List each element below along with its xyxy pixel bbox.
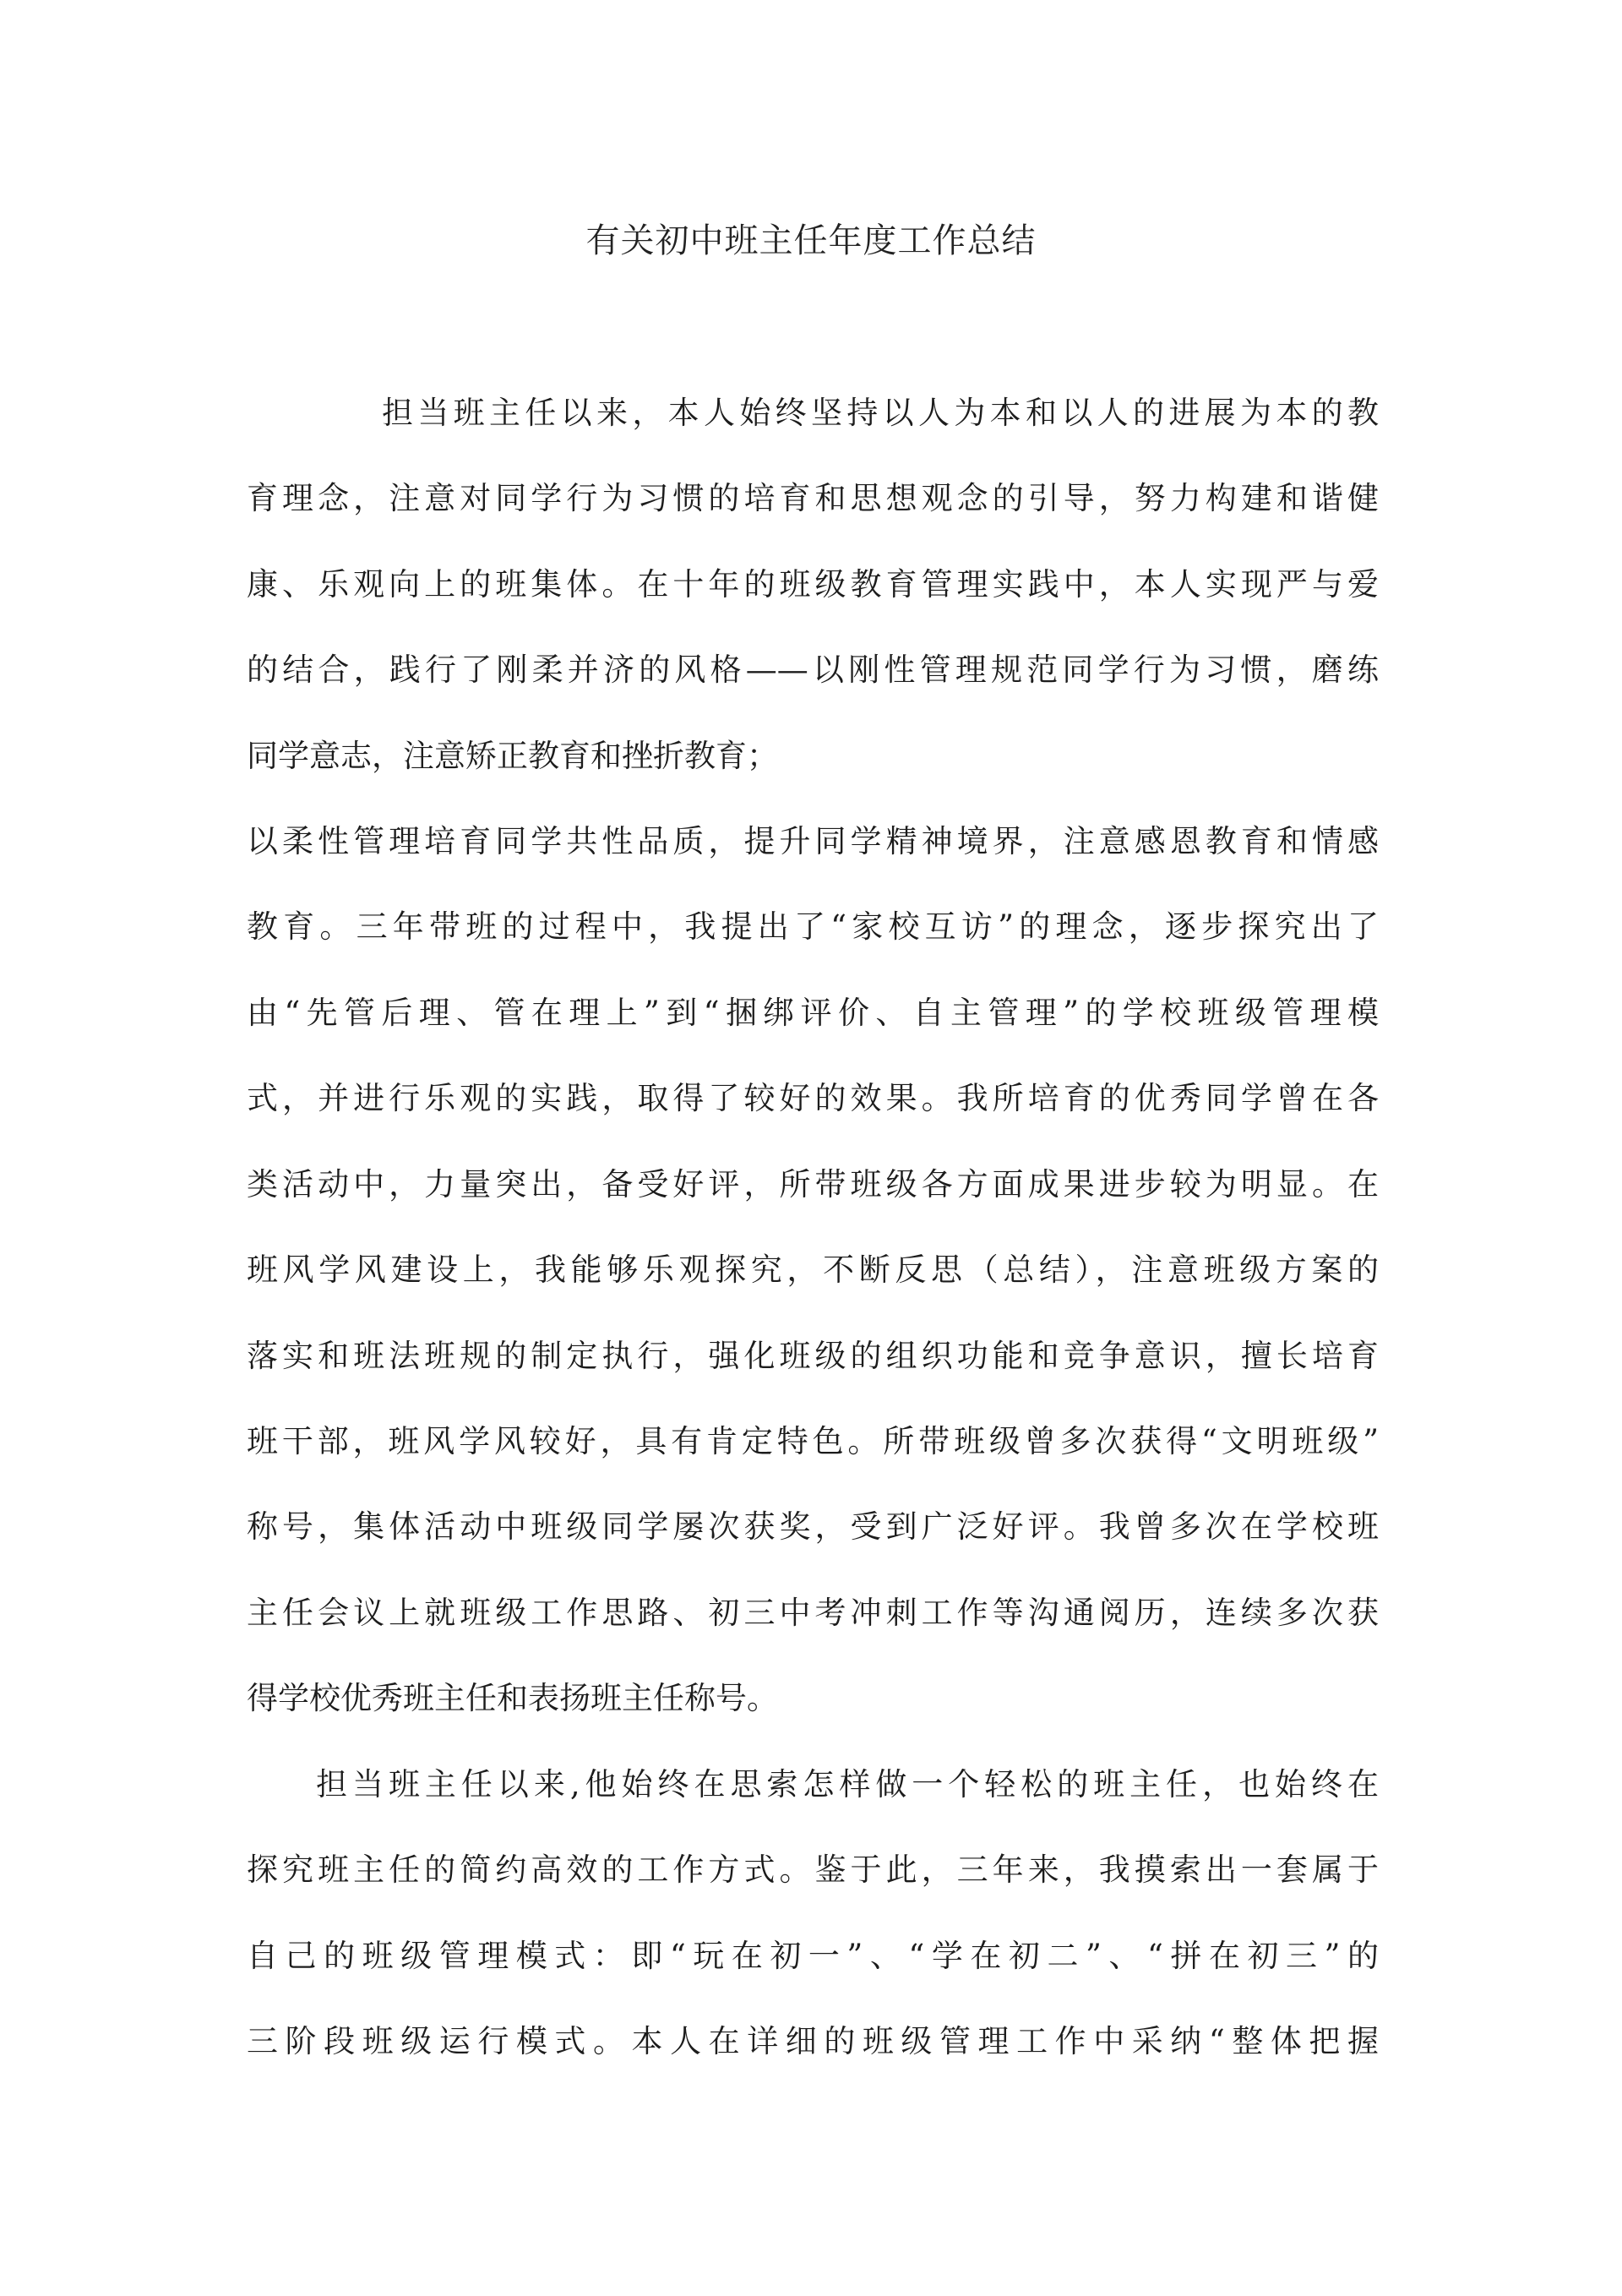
paragraph-line: 探究班主任的简约高效的工作方式。鉴于此，三年来，我摸索出一套属于 [247,1852,1379,1888]
paragraph-line: 康、乐观向上的班集体。在十年的班级教育管理实践中，本人实现严与爱 [247,566,1379,603]
paragraph-line: 担当班主任以来，本人始终坚持以人为本和以人的进展为本的教 [382,395,1379,431]
paragraph-line: 主任会议上就班级工作思路、初三中考冲刺工作等沟通阅历，连续多次获 [247,1595,1379,1631]
paragraph-line: 同学意志，注意矫正教育和挫折教育； [247,738,778,774]
paragraph-line: 担当班主任以来,他始终在思索怎样做一个轻松的班主任，也始终在 [316,1766,1379,1802]
paragraph-line: 的结合，践行了刚柔并济的风格——以刚性管理规范同学行为习惯，磨练 [247,652,1379,688]
paragraph-line: 式，并进行乐观的实践，取得了较好的效果。我所培育的优秀同学曾在各 [247,1080,1379,1116]
paragraph-line: 教育。三年带班的过程中，我提出了“家校互访”的理念，逐步探究出了 [247,908,1379,945]
document-title: 有关初中班主任年度工作总结 [585,221,1037,260]
paragraph-line: 以柔性管理培育同学共性品质，提升同学精神境界，注意感恩教育和情感 [247,823,1379,859]
paragraph-line: 三阶段班级运行模式。本人在详细的班级管理工作中采纳“整体把握 [247,2023,1379,2059]
paragraph-line: 由“先管后理、管在理上”到“捆绑评价、自主管理”的学校班级管理模 [247,995,1379,1031]
paragraph-line: 育理念，注意对同学行为习惯的培育和思想观念的引导，努力构建和谐健 [247,480,1379,516]
paragraph-line: 得学校优秀班主任和表扬班主任称号。 [247,1680,778,1716]
paragraph-line: 自己的班级管理模式：即“玩在初一”、“学在初二”、“拼在初三”的 [247,1938,1379,1974]
paragraph-line: 类活动中，力量突出，备受好评，所带班级各方面成果进步较为明显。在 [247,1166,1379,1203]
paragraph-line: 班干部，班风学风较好，具有肯定特色。所带班级曾多次获得“文明班级” [247,1423,1379,1459]
paragraph-line: 班风学风建设上，我能够乐观探究，不断反思（总结），注意班级方案的 [247,1252,1379,1288]
paragraph-line: 落实和班法班规的制定执行，强化班级的组织功能和竞争意识，擅长培育 [247,1338,1379,1374]
paragraph-line: 称号，集体活动中班级同学屡次获奖，受到广泛好评。我曾多次在学校班 [247,1508,1379,1545]
